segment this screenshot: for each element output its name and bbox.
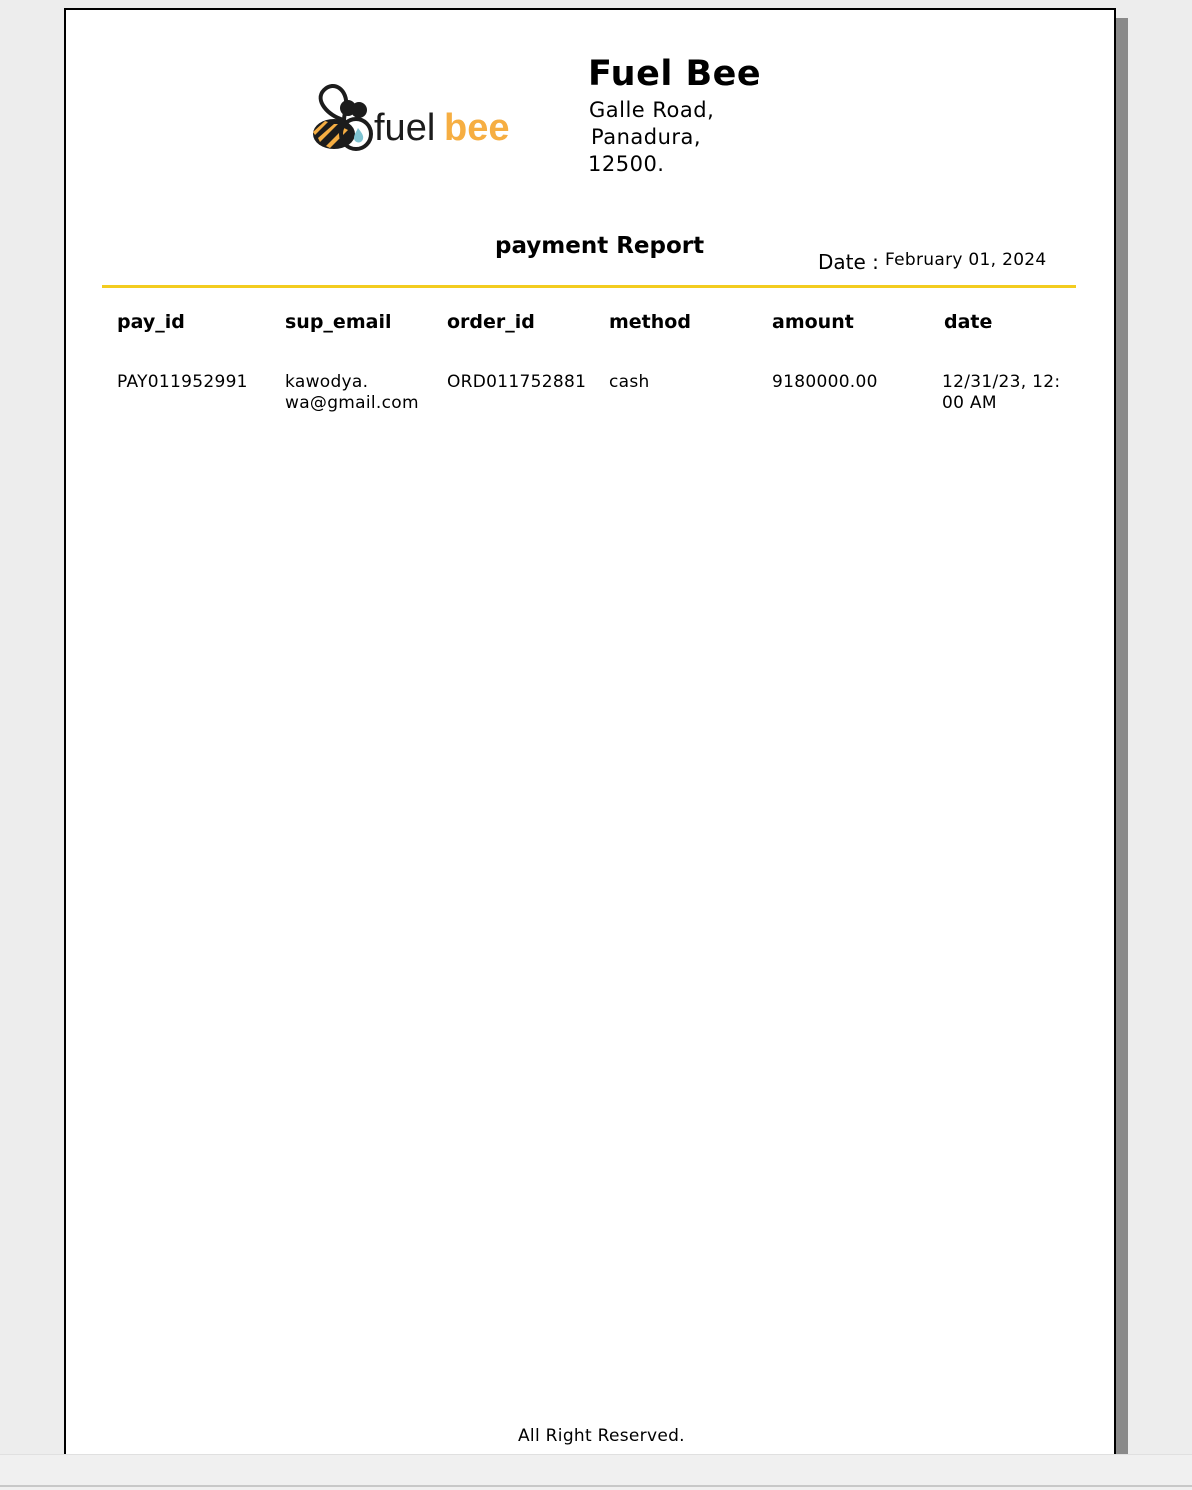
- cell-pay-id: PAY011952991: [117, 372, 248, 392]
- cell-sup-email: [285, 372, 419, 414]
- report-title: payment Report: [495, 233, 705, 259]
- cell-amount: 9180000.00: [772, 372, 878, 392]
- cell-sup-email-line-1: kawodya.: [285, 372, 369, 392]
- company-logo: [308, 80, 518, 160]
- company-name: Fuel Bee: [588, 54, 762, 94]
- viewer-bottom-bar: [0, 1454, 1192, 1490]
- column-header-method: method: [609, 311, 691, 333]
- column-header-pay-id: pay_id: [117, 311, 185, 333]
- column-header-date: date: [944, 311, 993, 333]
- cell-method: cash: [609, 372, 650, 392]
- address-line-3: 12500.: [588, 152, 665, 176]
- column-header-amount: amount: [772, 311, 854, 333]
- report-page: [64, 8, 1116, 1454]
- bee-icon: [308, 80, 518, 160]
- column-header-order-id: order_id: [447, 311, 535, 333]
- cell-sup-email-line-2: wa@gmail.com: [285, 393, 419, 413]
- cell-order-id: ORD011752881: [447, 372, 587, 392]
- date-label: Date :: [818, 250, 879, 274]
- cell-date-line-2: 00 AM: [942, 393, 997, 413]
- column-header-sup-email: sup_email: [285, 311, 392, 333]
- logo-text-fuel: fuel: [374, 107, 436, 149]
- header-divider: [102, 285, 1076, 288]
- address-line-2: Panadura,: [591, 125, 702, 149]
- cell-date: [942, 372, 1060, 414]
- bottom-bar-divider: [0, 1485, 1192, 1487]
- address-line-1: Galle Road,: [589, 98, 715, 122]
- date-value: February 01, 2024: [885, 250, 1047, 270]
- footer-text: All Right Reserved.: [518, 1426, 685, 1446]
- logo-text-bee: bee: [444, 107, 510, 149]
- cell-date-line-1: 12/31/23, 12:: [942, 372, 1061, 392]
